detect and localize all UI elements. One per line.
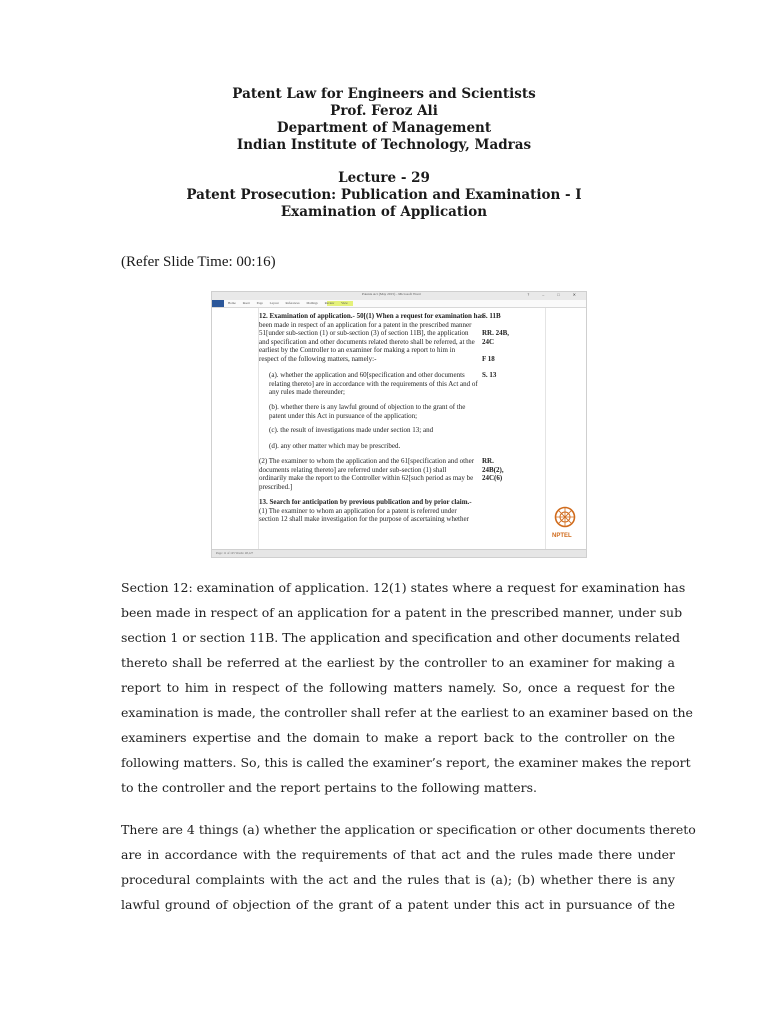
file-tab <box>212 300 224 307</box>
slide-text-line: relating thereto] are in accordance with the requirements of this Act and of <box>269 379 478 388</box>
slide-text-line: been made in respect of an application for a patent in the prescribed manner <box>259 320 472 329</box>
word-titlebar <box>212 292 586 300</box>
slide-text-line: section 12 shall make investigation for the purpose of ascertaining whether <box>259 515 469 524</box>
margin-reference: RR. <box>482 457 494 465</box>
lecture-topic: Patent Prosecution: Publication and Examination - I <box>186 187 582 203</box>
ribbon-tab: Insert <box>242 301 257 305</box>
ribbon-tab: Review <box>324 301 342 305</box>
slide-text-line: 51[under sub-section (1) or sub-section (3) of section 11B], the application <box>259 329 469 338</box>
paragraph-line: procedural complaints with the act and the rules that is (a); (b) whether there is any <box>121 872 675 887</box>
ribbon-tab: View <box>341 301 348 305</box>
slide-text-line: prescribed.] <box>259 482 293 491</box>
professor-name: Prof. Feroz Ali <box>330 103 438 119</box>
slide-text-line: documents relating thereto] are referred under sub-section (1) shall <box>259 465 447 474</box>
paragraph-line: section 1 or section 11B. The application and specification and other documents related <box>121 630 681 645</box>
slide-text-line: (d). any other matter which may be prescribed. <box>269 442 401 450</box>
margin-reference: S. 13 <box>482 371 497 379</box>
nptel-logo-icon <box>554 506 576 528</box>
ribbon-tab: Page Layout <box>256 301 286 305</box>
document-page <box>212 308 586 549</box>
ribbon-tab: Home <box>228 301 243 305</box>
refer-slide-time: (Refer Slide Time: 00:16) <box>121 254 276 270</box>
department-name: Department of Management <box>276 120 492 136</box>
slide-text-line: (1) The examiner to whom an application for a patent is referred under <box>259 506 457 515</box>
institute-name: Indian Institute of Technology, Madras <box>236 137 532 153</box>
status-text: Page: 11 of 125 Words: 48,127 <box>216 551 254 555</box>
margin-reference: 24C(6) <box>482 474 503 483</box>
body-paragraph-2 <box>121 817 696 917</box>
slide-text-line: patent under this Act in pursuance of the application; <box>269 411 418 420</box>
window-controls-icon: ? – □ ✕ <box>527 292 582 297</box>
paragraph-line: been made in respect of an application for a patent in the prescribed manner, under sub <box>121 605 683 620</box>
window-title: Patents Act (May 2015) - Microsoft Word <box>362 292 421 296</box>
nptel-logo-label: NPTEL <box>552 533 572 539</box>
slide-text-line: earliest by the Controller to an examiner for making a report to him in <box>259 346 456 355</box>
word-statusbar <box>212 549 586 557</box>
ribbon-tabs <box>228 301 348 305</box>
ribbon-tab: References <box>285 301 307 305</box>
margin-reference: S. 11B <box>482 312 501 320</box>
lecture-subtopic: Examination of Application <box>280 204 488 220</box>
slide-text-line: (a). whether the application and 60[specification and other documents <box>269 371 465 379</box>
document-header <box>0 86 768 221</box>
paragraph-line: to the controller and the report pertains to the following matters. <box>121 780 537 795</box>
slide-text-line: 12. Examination of application.- 50[(1) When a request for examination has <box>259 312 484 320</box>
margin-reference: F 18 <box>482 355 495 363</box>
paragraph-line: Section 12: examination of application. 12(1) states where a request for examination has <box>121 580 686 595</box>
slide-screenshot <box>211 291 587 558</box>
slide-text-line: ordinarily make the report to the Controller within 62[such period as may be <box>259 474 474 483</box>
margin-reference: RR. 24B, <box>482 329 510 338</box>
slide-text-line: (2) The examiner to whom the application and the 61[specification and other <box>259 457 475 465</box>
slide-text-line: respect of the following matters, namely:- <box>259 355 377 363</box>
ribbon-tab: Mailings <box>306 301 325 305</box>
lecture-number: Lecture - 29 <box>338 170 430 186</box>
paragraph-line: report to him in respect of the following matters namely. So, once a request for the <box>121 680 675 695</box>
paragraph-line: lawful ground of objection of the grant of a patent under this act in pursuance of the <box>121 897 675 912</box>
paragraph-line: thereto shall be referred at the earliest by the controller to an examiner for making a <box>121 655 675 670</box>
course-title: Patent Law for Engineers and Scientists <box>232 86 536 102</box>
slide-text-line: (b). whether there is any lawful ground of objection to the grant of the <box>269 403 466 411</box>
paragraph-line: There are 4 things (a) whether the application or specification or other documents thereto <box>121 822 696 837</box>
margin-reference: 24C <box>482 337 495 346</box>
word-ribbon <box>212 300 586 308</box>
paragraph-line: examination is made, the controller shall refer at the earliest to an examiner based on the <box>121 705 693 720</box>
body-paragraph-1 <box>121 575 693 800</box>
slide-text-line: any rules made thereunder; <box>269 388 345 397</box>
slide-text-line: 13. Search for anticipation by previous publication and by prior claim.- <box>259 498 472 506</box>
paragraph-line: following matters. So, this is called the examiner’s report, the examiner makes the report <box>121 755 691 770</box>
slide-text-line: and specification and other documents related thereto shall be referred, at the <box>259 337 475 346</box>
paragraph-line: examiners expertise and the domain to make a report back to the controller on the <box>121 730 675 745</box>
margin-reference: 24B(2), <box>482 465 504 474</box>
paragraph-line: are in accordance with the requirements of that act and the rules made there under <box>121 847 675 862</box>
slide-text-line: (c). the result of investigations made under section 13; and <box>269 426 434 434</box>
